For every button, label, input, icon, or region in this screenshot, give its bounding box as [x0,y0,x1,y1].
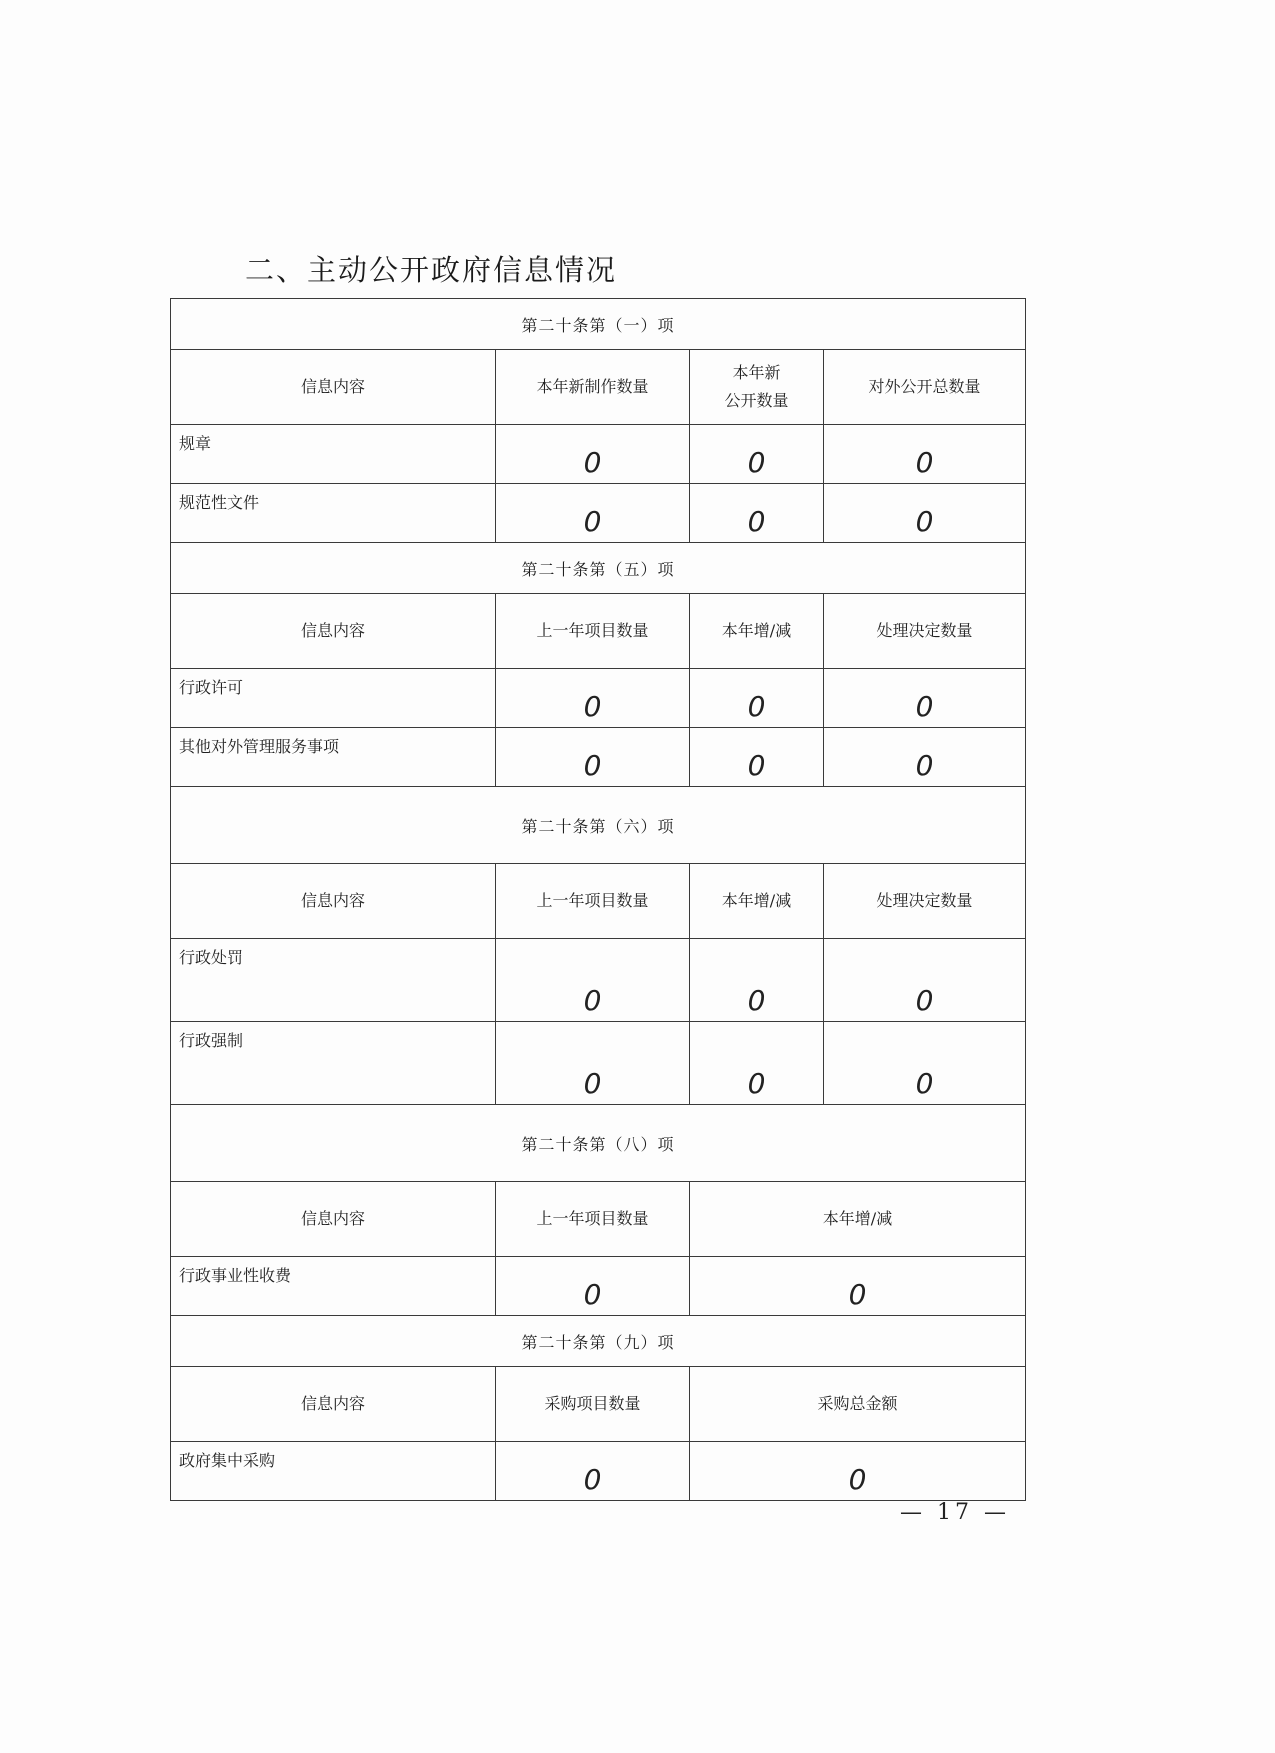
table-row [171,484,1026,543]
value-cell: 0 [690,939,824,1022]
value-cell: 0 [824,425,1026,484]
section-heading-row [171,1105,1026,1182]
section-heading: 第二十条第（九）项 [171,1316,1026,1367]
header-cell: 信息内容 [171,350,496,425]
table-row [171,728,1026,787]
header-cell: 本年新制作数量 [496,350,690,425]
header-cell: 信息内容 [171,1367,496,1442]
value-cell: 0 [824,728,1026,787]
table-row [171,939,1026,1022]
row-label: 政府集中采购 [171,1442,496,1501]
header-cell: 信息内容 [171,864,496,939]
row-label: 行政事业性收费 [171,1257,496,1316]
value-cell: 0 [690,425,824,484]
value-cell: 0 [824,669,1026,728]
section-heading: 第二十条第（五）项 [171,543,1026,594]
section-heading: 第二十条第（八）项 [171,1105,1026,1182]
value-cell: 0 [496,484,690,543]
header-cell: 处理决定数量 [824,864,1026,939]
row-label: 规章 [171,425,496,484]
header-cell: 处理决定数量 [824,594,1026,669]
table-row [171,425,1026,484]
header-cell: 对外公开总数量 [824,350,1026,425]
header-row [171,1367,1026,1442]
table-row [171,669,1026,728]
header-cell: 信息内容 [171,1182,496,1257]
header-cell: 本年增/减 [690,864,824,939]
value-cell: 0 [496,728,690,787]
value-cell: 0 [496,1442,690,1501]
header-cell: 上一年项目数量 [496,1182,690,1257]
row-label: 行政许可 [171,669,496,728]
disclosure-table [170,298,1026,1501]
section-heading-row [171,299,1026,350]
row-label: 行政强制 [171,1022,496,1105]
section-heading-row [171,543,1026,594]
value-cell: 0 [496,1022,690,1105]
table-row [171,1442,1026,1501]
table-row [171,1257,1026,1316]
header-cell: 本年增/减 [690,594,824,669]
value-cell: 0 [690,484,824,543]
value-cell: 0 [824,939,1026,1022]
header-row [171,594,1026,669]
value-cell: 0 [496,425,690,484]
row-label: 规范性文件 [171,484,496,543]
header-cell: 上一年项目数量 [496,594,690,669]
table-row [171,1022,1026,1105]
value-cell: 0 [690,1442,1026,1501]
section-heading-row [171,787,1026,864]
value-cell: 0 [690,1022,824,1105]
page-number: — 17 — [900,1500,1010,1525]
section-title: 二、主动公开政府信息情况 [245,253,618,287]
section-heading: 第二十条第（一）项 [171,299,1026,350]
header-row [171,1182,1026,1257]
section-heading-row [171,1316,1026,1367]
value-cell: 0 [690,669,824,728]
header-cell: 信息内容 [171,594,496,669]
row-label: 其他对外管理服务事项 [171,728,496,787]
header-cell-text: 本年新 公开数量 [724,363,789,410]
header-cell: 上一年项目数量 [496,864,690,939]
value-cell: 0 [496,1257,690,1316]
header-row [171,350,1026,425]
header-row [171,864,1026,939]
row-label: 行政处罚 [171,939,496,1022]
value-cell: 0 [496,669,690,728]
header-cell [690,350,824,425]
value-cell: 0 [824,484,1026,543]
header-cell: 本年增/减 [690,1182,1026,1257]
value-cell: 0 [690,1257,1026,1316]
header-cell: 采购总金额 [690,1367,1026,1442]
header-cell: 采购项目数量 [496,1367,690,1442]
value-cell: 0 [690,728,824,787]
value-cell: 0 [824,1022,1026,1105]
section-heading: 第二十条第（六）项 [171,787,1026,864]
value-cell: 0 [496,939,690,1022]
